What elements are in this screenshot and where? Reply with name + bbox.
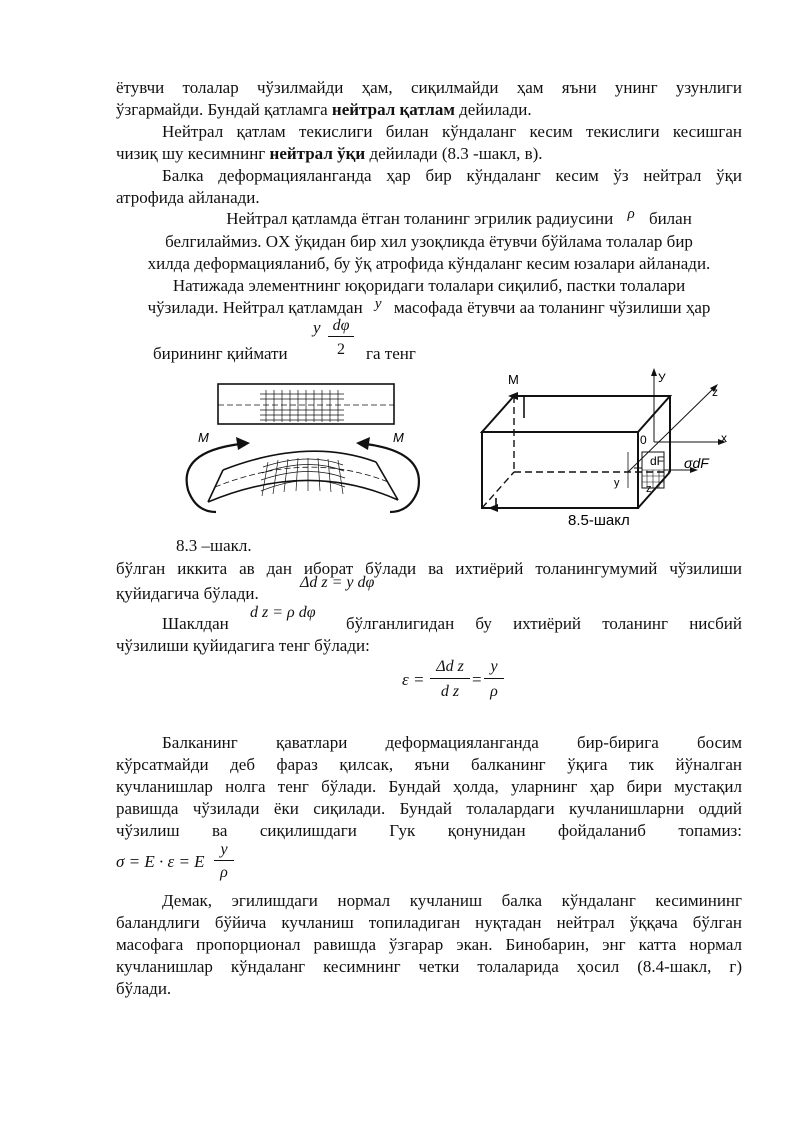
equation-hooke-num: y	[214, 840, 234, 861]
equation-strain-num2: y	[484, 656, 504, 679]
term-neutral-layer: нейтрал қатлам	[331, 100, 455, 119]
frac-coef: y	[313, 318, 321, 337]
equation-hooke: σ = E · ε = E	[116, 852, 205, 871]
para8-line2: баландлиги бўйича кучланиш топиладиган нуқтадан нейтрал ўққача бўлган	[116, 913, 742, 932]
para3-line2: атрофида айланади.	[116, 188, 260, 207]
para7-line5: чўзилиш ва сиқилишдаги Гук қонунидан фойдаланиб топамиз:	[116, 821, 742, 840]
para4-line4: Натижада элементнинг юқоридаги толалари сиқилиб, пастки толалари	[172, 276, 686, 295]
label-sigma-dF: σdF	[684, 455, 709, 471]
beam-element-3d-figure	[478, 368, 738, 528]
para1-line1: ётувчи толалар чўзилмайди ҳам, сиқилмайди ҳам яъни унинг узунлиги	[116, 78, 742, 97]
para4-line1: Нейтрал қатламда ётган толанинг эгрилик радиусини ρ билан	[226, 206, 692, 228]
equation-strain-den1: d z	[440, 683, 460, 700]
para5-line1: бўлган иккита ав дан иборат бўлади ва ихтиёрий толанингумумий чўзилиши	[116, 559, 742, 578]
para8-line4: кучланишлар кўндаланг кесимнинг четки толаларида ҳосил (8.4-шакл, г)	[116, 957, 742, 976]
para5-line2: қуйидагича бўлади.	[116, 584, 259, 603]
para6-line1b: бўлганлигидан бу ихтиёрий толанинг нисбий	[346, 614, 742, 633]
moment-left-label: M	[198, 430, 209, 445]
para3-line1: Балка деформацияланганда ҳар бир кўндаланг кесим ўз нейтрал ўқи	[162, 166, 742, 185]
equation-elongation: Δd z = y dφ	[300, 574, 375, 591]
equation-strain-lhs: ε =	[402, 670, 425, 689]
para7-line4: равишда чўзилади ёки сиқилади. Бундай толалардаги кучланишларни оддий	[116, 799, 742, 818]
label-y: y	[614, 477, 620, 489]
equation-dz: d z = ρ dφ	[250, 604, 316, 621]
frac-num: dφ	[328, 316, 354, 337]
equation-strain-num1: Δd z	[430, 656, 470, 679]
para7-line2: кўрсатмайди деб фараз қилсак, яъни балканинг ўқига тик йўналган	[116, 755, 742, 774]
para8-line5: бўлади.	[116, 979, 172, 998]
label-Z: z	[712, 385, 718, 399]
para4-line6b: га тенг	[366, 344, 416, 363]
para6-line2: чўзилиши қуйидагига тенг бўлади:	[116, 636, 370, 655]
para7-line3: кучланишлар нолга тенг бўлади. Бундай ҳолда, уларнинг ҳар бири мустақил	[116, 777, 742, 796]
label-z: z	[646, 483, 652, 495]
frac-den: 2	[337, 341, 345, 358]
term-neutral-axis: нейтрал ўқи	[269, 144, 366, 163]
para2-line1: Нейтрал қатлам текислиги билан кўндаланг кесим текислиги кесишган	[162, 122, 742, 141]
para2-line2: чизиқ шу кесимнинг нейтрал ўқи дейилади (8.3 -шакл, в).	[116, 144, 543, 163]
para8-line1: Демак, эгилишдаги нормал кучланиш балка кўндаланг кесимининг	[162, 891, 742, 910]
para6-line1a: Шаклдан	[162, 614, 229, 633]
para4-line6a: бирининг қиймати	[153, 344, 288, 363]
para4-line5: чўзилади. Нейтрал қатламдан y масофада ётувчи аа толанинг чўзилиши ҳар	[147, 296, 711, 317]
label-O: 0	[640, 433, 647, 447]
para4-line3: хилда деформацияланиб, бу ўқ атрофида кўндаланг кесим юзалари айланади.	[147, 254, 711, 273]
label-dF: dF	[650, 454, 665, 468]
beam-bending-figure	[168, 372, 438, 522]
equation-strain-eq: =	[472, 670, 482, 689]
moment-right-label: M	[393, 430, 404, 445]
y-symbol: y	[374, 296, 382, 312]
label-Y: У	[658, 371, 666, 385]
para4-line2: белгилаймиз. OX ўқидан бир хил узоқликда ётувчи бўйлама толалар бир	[165, 232, 693, 251]
figure-caption-right: 8.5-шакл	[568, 512, 630, 528]
equation-hooke-den: ρ	[220, 864, 228, 881]
label-X: x	[721, 431, 727, 445]
para8-line3: масофага пропорционал равишда ўзгарар экан. Бинобарин, энг катта нормал	[116, 935, 742, 954]
equation-strain-den2: ρ	[490, 683, 498, 700]
rho-symbol: ρ	[627, 206, 635, 222]
para1-line2: ўзгармайди. Бундай қатламга нейтрал қатлам дейилади.	[116, 100, 532, 119]
label-M: M	[508, 372, 519, 387]
para7-line1: Балканинг қаватлари деформацияланганда бир-бирига босим	[162, 733, 742, 752]
figure-caption-left: 8.3 –шакл.	[176, 536, 252, 555]
